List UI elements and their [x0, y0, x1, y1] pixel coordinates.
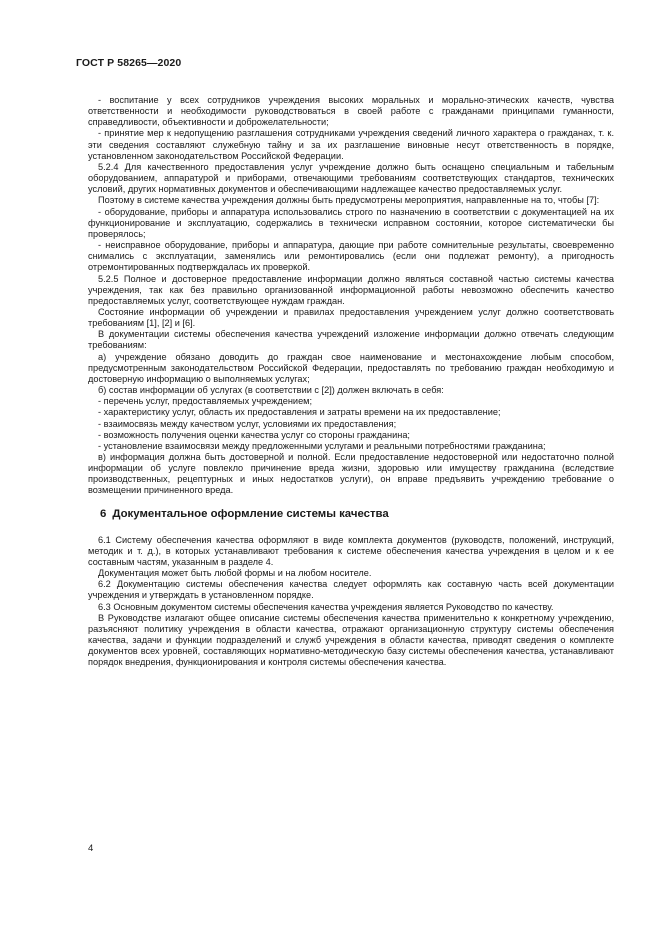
paragraph: - оборудование, приборы и аппаратура использовались строго по назначению в соответствии с документацией на их функционирование и эксплуатацию, содержались в технически исправном состоянии, которое систематически бы проверялось;: [88, 206, 614, 239]
section-number: 6: [100, 507, 107, 520]
paragraph: - неисправное оборудование, приборы и аппаратура, дающие при работе сомнительные результаты, своевременно снимались с эксплуатации, заменялись или ремонтировались (если они подлежат ремонту), а пригодность отремонтированных подтверждалась их проверкой.: [88, 240, 614, 273]
paragraph: Поэтому в системе качества учреждения должны быть предусмотрены мероприятия, направленные на то, чтобы [7]:: [98, 195, 600, 206]
document-header: ГОСТ Р 58265—2020: [76, 57, 182, 69]
document-body: [88, 95, 614, 669]
paragraph: В Руководстве излагают общее описание системы обеспечения качества применительно к конкретному учреждению, разъясняют политику учреждения в области качества, отражают организационную структуру системы обеспечения качества, задачи и функции подразделений и служб учреждения в области качества, приводят сведения о комплекте документов всех уровней, составляющих нормативно-методическую базу системы обеспечения качества, устанавливают порядок внедрения, функционирования и контроля системы обеспечения качества.: [88, 612, 614, 668]
paragraph: - характеристику услуг, область их предоставления и затраты времени на их предоставление;: [98, 407, 501, 418]
page-number: 4: [88, 843, 94, 854]
paragraph: В документации системы обеспечения качества учреждений изложение информации должно отвечать следующим требованиям:: [88, 329, 614, 351]
paragraph: 5.2.4 Для качественного предоставления услуг учреждение должно быть оснащено специальным и табельным оборудованием, аппаратурой и приборами, отвечающими требованиям соответствующих стандартов, технических условий, других нормативных документов и обеспечивающими надлежащее качество предоставляемых услуг.: [88, 161, 614, 195]
paragraph: 6.3 Основным документом системы обеспечения качества учреждения является Руководство по качеству.: [98, 601, 554, 612]
paragraph: б) состав информации об услугах (в соответствии с [2]) должен включать в себя:: [98, 385, 444, 396]
section-heading: [100, 507, 614, 521]
paragraph: - установление взаимосвязи между предложенными услугами и реальными потребностями гражданина;: [98, 440, 546, 451]
paragraph: - принятие мер к недопущению разглашения сотрудниками учреждения сведений личного характера о гражданах, т. к. эти сведения составляют служебную тайну и за их разглашение виновные несут ответственность в порядке, установленном законодательством Российской Федерации.: [88, 128, 614, 161]
paragraph: - взаимосвязь между качеством услуг, условиями их предоставления;: [98, 418, 397, 429]
section-title-text: Документальное оформление системы качества: [112, 507, 389, 520]
paragraph: 6.2 Документацию системы обеспечения качества следует оформлять как составную часть всей документации учреждения и утверждать в установленном порядке.: [88, 579, 614, 601]
paragraph: - возможность получения оценки качества услуг со стороны гражданина;: [98, 429, 410, 440]
paragraph: Состояние информации об учреждении и правилах предоставления учреждением услуг должно соответствовать требованиям [1], [2] и [6].: [88, 306, 614, 329]
paragraph: 6.1 Систему обеспечения качества оформляют в виде комплекта документов (руководств, положений, инструкций, методик и т. д.), в которых устанавливают требования к системе обеспечения качества учреждения в целом и к ее составным частям, указанным в разделе 4.: [88, 534, 614, 567]
paragraph: Документация может быть любой формы и на любом носителе.: [98, 568, 372, 579]
paragraph: а) учреждение обязано доводить до граждан свое наименование и местонахождение любым способом, предусмотренным законодательством Российской Федерации, предоставлять по требованию граждан необходимую и достоверную информацию о выполняемых услугах;: [88, 351, 614, 384]
paragraph: в) информация должна быть достоверной и полной. Если предоставление недостоверной или недостаточно полной информации об услуге повлекло причинение вреда жизни, здоровью или имуществу гражданина (вследствие производственных, рецептурных и иных недостатков услуги), он вправе предъявить учреждению требование о возмещении причиненного вреда.: [88, 452, 614, 496]
paragraph: - воспитание у всех сотрудников учреждения высоких моральных и морально-этических качеств, чувства ответственности и необходимости руководствоваться в своей работе с гражданами принципами гуманности, справедливости, объективности и доброжелательности;: [88, 95, 614, 128]
paragraph: - перечень услуг, предоставляемых учреждением;: [98, 396, 313, 407]
paragraph: 5.2.5 Полное и достоверное предоставление информации должно являться составной частью системы качества учреждения, так как без правильно организованной информационной работы невозможно обеспечить качество предоставляемых услуг, соответствующее нуждам граждан.: [88, 273, 614, 306]
